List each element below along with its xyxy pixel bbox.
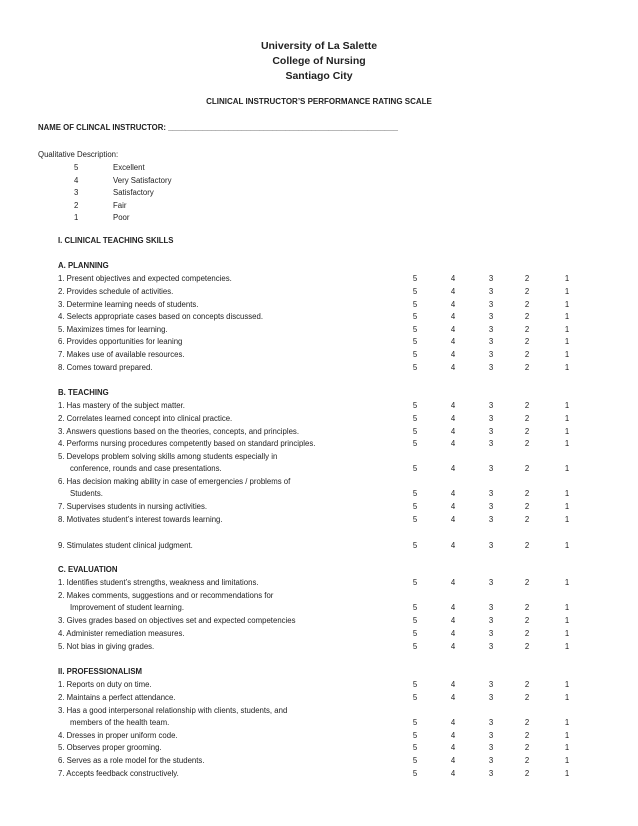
rating-option-3[interactable]: 3 [488,300,494,309]
rating-option-4[interactable]: 4 [450,287,456,296]
rating-option-5[interactable]: 5 [412,743,418,752]
qualitative-number: 1 [74,213,79,222]
rating-option-3[interactable]: 3 [488,287,494,296]
rating-option-2[interactable]: 2 [524,312,530,321]
rating-item-text: 2. Correlates learned concept into clinical practice. [58,414,233,423]
rating-option-5[interactable]: 5 [412,300,418,309]
rating-option-3[interactable]: 3 [488,464,494,473]
rating-option-2[interactable]: 2 [524,363,530,372]
rating-item-text: Improvement of student learning. [70,603,184,612]
rating-option-2[interactable]: 2 [524,401,530,410]
rating-item-text: 3. Answers questions based on the theories, concepts, and principles. [58,427,299,436]
rating-option-1[interactable]: 1 [564,337,570,346]
rating-item-text: 2. Provides schedule of activities. [58,287,174,296]
rating-option-2[interactable]: 2 [524,325,530,334]
rating-option-1[interactable]: 1 [564,642,570,651]
college-name: College of Nursing [272,55,366,67]
rating-option-4[interactable]: 4 [450,312,456,321]
rating-option-1[interactable]: 1 [564,439,570,448]
rating-option-2[interactable]: 2 [524,274,530,283]
rating-option-4[interactable]: 4 [450,337,456,346]
rating-option-3[interactable]: 3 [488,718,494,727]
rating-item-text: 5. Maximizes times for learning. [58,325,168,334]
rating-option-2[interactable]: 2 [524,603,530,612]
rating-item-text: 2. Maintains a perfect attendance. [58,693,176,702]
rating-option-4[interactable]: 4 [450,642,456,651]
rating-option-3[interactable]: 3 [488,312,494,321]
rating-option-3[interactable]: 3 [488,439,494,448]
rating-option-2[interactable]: 2 [524,541,530,550]
university-name: University of La Salette [260,40,378,52]
rating-option-3[interactable]: 3 [488,769,494,778]
rating-option-1[interactable]: 1 [564,756,570,765]
rating-option-5[interactable]: 5 [412,414,418,423]
rating-option-4[interactable]: 4 [450,731,456,740]
rating-option-2[interactable]: 2 [524,515,530,524]
rating-item-text: 4. Selects appropriate cases based on concepts discussed. [58,312,264,321]
qualitative-number: 3 [74,188,79,197]
rating-option-5[interactable]: 5 [412,718,418,727]
rating-item-text: 7. Accepts feedback constructively. [58,769,179,778]
rating-option-3[interactable]: 3 [488,274,494,283]
rating-option-3[interactable]: 3 [488,502,494,511]
qualitative-number: 5 [74,163,79,172]
section-heading: C. EVALUATION [58,565,118,574]
rating-option-1[interactable]: 1 [564,603,570,612]
rating-option-1[interactable]: 1 [564,414,570,423]
section-heading: II. PROFESSIONALISM [58,667,143,676]
rating-option-2[interactable]: 2 [524,616,530,625]
rating-option-4[interactable]: 4 [450,756,456,765]
rating-option-4[interactable]: 4 [450,693,456,702]
rating-option-3[interactable]: 3 [488,743,494,752]
rating-item-text: Students. [70,489,103,498]
rating-option-5[interactable]: 5 [412,515,418,524]
rating-option-2[interactable]: 2 [524,680,530,689]
rating-option-1[interactable]: 1 [564,363,570,372]
rating-option-3[interactable]: 3 [488,515,494,524]
rating-option-1[interactable]: 1 [564,464,570,473]
rating-option-1[interactable]: 1 [564,287,570,296]
rating-option-3[interactable]: 3 [488,414,494,423]
rating-option-2[interactable]: 2 [524,300,530,309]
rating-option-1[interactable]: 1 [564,502,570,511]
qualitative-number: 4 [74,175,79,185]
rating-option-4[interactable]: 4 [450,350,456,359]
rating-option-5[interactable]: 5 [412,401,418,410]
rating-option-2[interactable]: 2 [524,629,530,638]
rating-option-4[interactable]: 4 [450,274,456,283]
rating-item-text: 7. Supervises students in nursing activities. [58,502,208,511]
rating-option-5[interactable]: 5 [412,541,418,550]
qualitative-description: Excellent [113,163,145,172]
rating-option-1[interactable]: 1 [564,300,570,309]
rating-option-5[interactable]: 5 [412,616,418,625]
rating-option-5[interactable]: 5 [412,427,418,436]
rating-option-2[interactable]: 2 [524,756,530,765]
rating-option-5[interactable]: 5 [412,578,418,587]
rating-option-3[interactable]: 3 [488,401,494,410]
rating-item-text: members of the health team. [70,718,170,727]
rating-item-text: 8. Motivates student’s interest towards learning. [58,515,223,524]
rating-option-2[interactable]: 2 [524,489,530,498]
rating-option-3[interactable]: 3 [488,325,494,334]
rating-option-4[interactable]: 4 [450,718,456,727]
rating-item-text: 8. Comes toward prepared. [58,363,153,372]
rating-option-5[interactable]: 5 [412,439,418,448]
rating-option-4[interactable]: 4 [450,680,456,689]
rating-option-2[interactable]: 2 [524,414,530,423]
rating-option-2[interactable]: 2 [524,731,530,740]
rating-option-4[interactable]: 4 [450,300,456,309]
rating-option-5[interactable]: 5 [412,464,418,473]
rating-option-4[interactable]: 4 [450,427,456,436]
city-name: Santiago City [285,70,353,82]
rating-option-2[interactable]: 2 [524,427,530,436]
rating-option-5[interactable]: 5 [412,769,418,778]
rating-option-3[interactable]: 3 [488,731,494,740]
rating-option-4[interactable]: 4 [450,401,456,410]
rating-option-2[interactable]: 2 [524,718,530,727]
rating-option-1[interactable]: 1 [564,693,570,702]
rating-option-1[interactable]: 1 [564,515,570,524]
rating-option-2[interactable]: 2 [524,337,530,346]
rating-option-5[interactable]: 5 [412,337,418,346]
qualitative-number: 2 [74,200,79,210]
rating-option-4[interactable]: 4 [450,515,456,524]
rating-option-3[interactable]: 3 [488,363,494,372]
rating-option-3[interactable]: 3 [488,756,494,765]
rating-item-text: 1. Identifies student’s strengths, weakness and limitations. [58,578,259,587]
rating-option-2[interactable]: 2 [524,287,530,296]
rating-option-5[interactable]: 5 [412,350,418,359]
rating-option-1[interactable]: 1 [564,489,570,498]
rating-option-1[interactable]: 1 [564,578,570,587]
rating-option-4[interactable]: 4 [450,541,456,550]
rating-option-3[interactable]: 3 [488,629,494,638]
rating-option-3[interactable]: 3 [488,693,494,702]
rating-option-2[interactable]: 2 [524,743,530,752]
rating-item-text: 6. Has decision making ability in case of emergencies / problems of [58,477,291,486]
rating-option-2[interactable]: 2 [524,350,530,359]
rating-option-5[interactable]: 5 [412,680,418,689]
rating-option-3[interactable]: 3 [488,642,494,651]
rating-option-4[interactable]: 4 [450,489,456,498]
rating-item-text: 3. Gives grades based on objectives set and expected competencies [58,616,296,625]
rating-option-4[interactable]: 4 [450,502,456,511]
rating-option-2[interactable]: 2 [524,693,530,702]
rating-item-text: conference, rounds and case presentations. [70,464,222,473]
rating-option-1[interactable]: 1 [564,312,570,321]
rating-option-1[interactable]: 1 [564,325,570,334]
rating-option-1[interactable]: 1 [564,541,570,550]
rating-option-1[interactable]: 1 [564,769,570,778]
rating-item-text: 1. Reports on duty on time. [58,680,152,689]
rating-item-text: 5. Observes proper grooming. [58,743,162,752]
rating-item-text: 9. Stimulates student clinical judgment. [58,541,193,550]
rating-item-text: 6. Serves as a role model for the students. [58,756,205,765]
rating-option-5[interactable]: 5 [412,287,418,296]
rating-option-1[interactable]: 1 [564,616,570,625]
rating-option-5[interactable]: 5 [412,642,418,651]
rating-item-text: 7. Makes use of available resources. [58,350,185,359]
rating-option-2[interactable]: 2 [524,769,530,778]
section-heading: B. TEACHING [58,388,109,397]
rating-option-5[interactable]: 5 [412,274,418,283]
rating-item-text: 4. Performs nursing procedures competently based on standard principles. [58,439,316,448]
qualitative-description: Satisfactory [113,188,154,197]
section-heading: A. PLANNING [58,261,109,270]
rating-option-3[interactable]: 3 [488,541,494,550]
rating-option-4[interactable]: 4 [450,743,456,752]
rating-option-5[interactable]: 5 [412,731,418,740]
qualitative-description: Fair [113,200,127,210]
rating-option-3[interactable]: 3 [488,427,494,436]
rating-option-5[interactable]: 5 [412,693,418,702]
rating-item-text: 4. Administer remediation measures. [58,629,185,638]
rating-option-1[interactable]: 1 [564,350,570,359]
instructor-name-line: NAME OF CLINCAL INSTRUCTOR: _____________________________________________________ [38,123,398,132]
rating-option-5[interactable]: 5 [412,489,418,498]
rating-option-1[interactable]: 1 [564,427,570,436]
qualitative-label: Qualitative Description: [38,150,119,159]
rating-option-3[interactable]: 3 [488,680,494,689]
form-title: CLINICAL INSTRUCTOR’S PERFORMANCE RATING SCALE [206,97,432,106]
rating-option-5[interactable]: 5 [412,312,418,321]
rating-option-2[interactable]: 2 [524,642,530,651]
rating-item-text: 2. Makes comments, suggestions and or recommendations for [58,591,274,600]
rating-option-3[interactable]: 3 [488,603,494,612]
rating-item-text: 5. Not bias in giving grades. [58,642,155,651]
rating-option-4[interactable]: 4 [450,616,456,625]
rating-option-5[interactable]: 5 [412,363,418,372]
rating-option-4[interactable]: 4 [450,603,456,612]
rating-option-1[interactable]: 1 [564,680,570,689]
rating-option-4[interactable]: 4 [450,578,456,587]
rating-option-1[interactable]: 1 [564,743,570,752]
rating-option-1[interactable]: 1 [564,718,570,727]
rating-item-text: 1. Present objectives and expected competencies. [58,274,232,283]
rating-option-3[interactable]: 3 [488,578,494,587]
rating-option-3[interactable]: 3 [488,337,494,346]
rating-option-5[interactable]: 5 [412,756,418,765]
rating-item-text: 3. Determine learning needs of students. [58,300,199,309]
rating-option-3[interactable]: 3 [488,616,494,625]
rating-item-text: 6. Provides opportunities for leaning [58,337,183,346]
rating-option-2[interactable]: 2 [524,464,530,473]
rating-option-4[interactable]: 4 [450,464,456,473]
rating-option-3[interactable]: 3 [488,350,494,359]
rating-option-2[interactable]: 2 [524,439,530,448]
rating-option-1[interactable]: 1 [564,629,570,638]
rating-option-5[interactable]: 5 [412,603,418,612]
rating-option-5[interactable]: 5 [412,629,418,638]
rating-item-text: 4. Dresses in proper uniform code. [58,731,178,740]
rating-item-text: 5. Develops problem solving skills among students especially in [58,452,278,461]
rating-option-4[interactable]: 4 [450,439,456,448]
rating-option-4[interactable]: 4 [450,629,456,638]
rating-option-5[interactable]: 5 [412,502,418,511]
rating-option-4[interactable]: 4 [450,414,456,423]
rating-option-1[interactable]: 1 [564,731,570,740]
rating-option-2[interactable]: 2 [524,502,530,511]
rating-item-text: 3. Has a good interpersonal relationship with clients, students, and [58,706,288,715]
rating-option-4[interactable]: 4 [450,325,456,334]
rating-option-3[interactable]: 3 [488,489,494,498]
rating-option-4[interactable]: 4 [450,769,456,778]
rating-item-text: 1. Has mastery of the subject matter. [58,401,185,410]
rating-option-4[interactable]: 4 [450,363,456,372]
rating-option-5[interactable]: 5 [412,325,418,334]
rating-option-2[interactable]: 2 [524,578,530,587]
rating-option-1[interactable]: 1 [564,274,570,283]
qualitative-description: Poor [113,213,130,222]
qualitative-description: Very Satisfactory [113,175,172,185]
section-heading: I. CLINICAL TEACHING SKILLS [58,236,174,245]
rating-option-1[interactable]: 1 [564,401,570,410]
